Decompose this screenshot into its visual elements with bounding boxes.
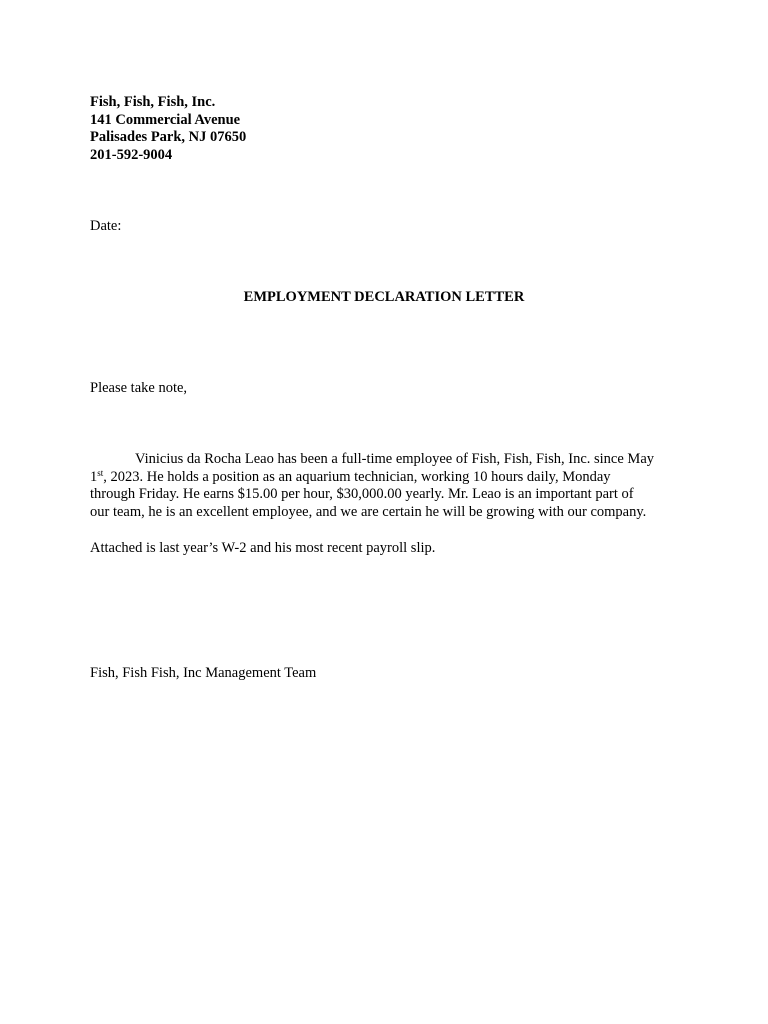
date-label: Date: — [90, 218, 122, 234]
document-title: EMPLOYMENT DECLARATION LETTER — [243, 289, 525, 305]
company-phone: 201-592-9004 — [90, 146, 173, 163]
salutation: Please take note, — [90, 380, 188, 396]
company-name: Fish, Fish, Fish, Inc. — [90, 94, 216, 110]
attachment-note: Attached is last year’s W-2 and his most recent payroll slip. — [90, 540, 436, 556]
body-line-3: through Friday. He earns $15.00 per hour, $30,000.00 yearly. Mr. Leao is an important part of — [90, 486, 634, 502]
body-line-4: our team, he is an excellent employee, and we are certain he will be growing with our company. — [90, 503, 647, 520]
body-paragraph — [90, 451, 690, 521]
body-line-2-text: , 2023. He holds a position as an aquarium technician, working 10 hours daily, Monday — [103, 468, 611, 485]
body-line-1-text: Vinicius da Rocha Leao has been a full-time employee of Fish, Fish, Fish, Inc. since May — [135, 451, 655, 467]
company-city: Palisades Park, NJ 07650 — [90, 129, 247, 145]
body-line-2 — [90, 469, 690, 487]
ordinal-suffix: st — [97, 467, 104, 478]
signature-block: Fish, Fish Fish, Inc Management Team — [90, 665, 317, 681]
letterhead — [90, 94, 246, 164]
company-street: 141 Commercial Avenue — [90, 111, 241, 128]
body-line-1 — [90, 451, 690, 469]
start-day: 1 — [90, 468, 98, 485]
